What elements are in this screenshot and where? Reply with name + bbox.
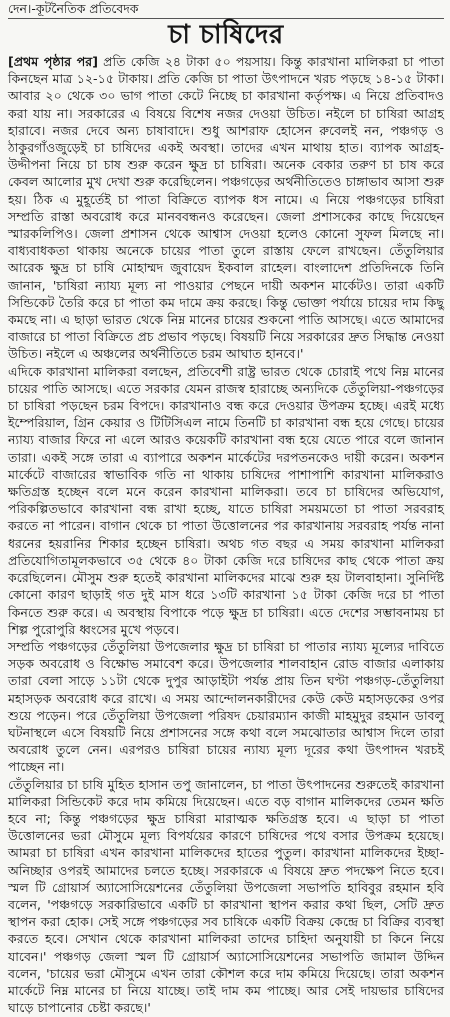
continuation-label: [প্রথম পৃষ্ঠার পর] xyxy=(8,54,98,69)
article-body xyxy=(8,53,444,1016)
divider xyxy=(8,18,444,19)
previous-article-tail: দেন।-কূটনৈতিক প্রতিবেদক xyxy=(8,1,139,16)
headline: চা চাষিদের xyxy=(168,20,284,50)
paragraph xyxy=(8,53,444,363)
paragraph: এদিকে কারখানা মালিকরা বলছেন, প্রতিবেশী রাষ্ট্র ভারত থেকে চোরাই পথে নিম্ন মানের চায়ের পাতি আসছে। এতে সরকার যেমন রাজস্ব হারাচ্ছে অন্যদিকে তেঁতুলিয়া-পঞ্চগড়ের চা চাষিরা পড়ছেন চরম বিপদে। কারখানাও বন্ধ করে দেওয়ার উপক্রম হচ্ছে। এরই মধ্যে ইম্পেরিয়াল, গ্রিন কেয়ার ও টিটিসিএল নামে তিনটি চা কারখানা বন্ধ হয়ে গেছে। চায়ের ন্যায্য বাজার ফিরে না এলে আরও কয়েকটি কারখানা বন্ধ হয়ে যেতে পারে বলে জানান তারা। একই সঙ্গে তারা এ ব্যাপারে অকশন মার্কেটের দরপতনকেও দায়ী করেন। অকশন মার্কেটে বাজারের স্বাভাবিক গতি না থাকায় চাষিদের পাশাপাশি কারখানা মালিকরাও ক্ষতিগ্রস্ত হচ্ছেন বলে মনে করেন কারখানা মালিকরা। তবে চা চাষিদের অভিযোগ, পরিকল্পিতভাবে কারখানা বন্ধ রাখা হচ্ছে, যাতে চাষিরা সময়মতো চা পাতা সরবরাহ করতে না পারেন। বাগান থেকে চা পাতা উত্তোলনের পর কারখানায় সরবরাহ পর্যন্ত নানা ধরনের হয়রানির শিকার হচ্ছেন চাষিরা। অথচ গত বছর এ সময় কারখানা মালিকরা প্রতিযোগিতামূলকভাবে ৩৫ থেকে ৪০ টাকা কেজি দরে চাষিদের কাছ থেকে পাতা ক্রয় করেছিলেন। মৌসুম শুরু হতেই কারখানা মালিকদের মাঝে শুরু হয় টালবাহানা। সুনির্দিষ্ট কোনো কারণ ছাড়াই গত দুই মাস ধরে ১৩টি কারখানা ১৫ টাকা কেজি দরে চা পাতা কিনতে শুরু করে। এ অবস্থায় বিপাকে পড়ে ক্ষুদ্র চা চাষিরা। এতে দেশের সম্ভাবনাময় চা শিল্প পুরোপুরি ধ্বংসের মুখে পড়বে। xyxy=(8,363,444,637)
paragraph-text: প্রতি কেজি ২৪ টাকা ৫০ পয়সায়। কিন্তু কারখানা মালিকরা চা পাতা কিনছেন মাত্র ১২-১৫ টাকায়। প্রতি কেজি চা পাতা উৎপাদনে খরচ পড়ছে ১৪-১৫ টাকা। আবার ২০ থেকে ৩০ ভাগ পাতা কেটে নিচ্ছে চা কারখানা কর্তৃপক্ষ। এ নিয়ে প্রতিবাদও করা যায় না। সরকারের এ বিষয়ে বিশেষ নজর দেওয়া উচিত। নইলে চা চাষিরা আগ্রহ হারাবে। নজর দেবে অন্য চাষাবাদে। শুধু আশরাফ হোসেন রুবেলই নন, পঞ্চগড় ও ঠাকুরগাঁওজুড়েই চা চাষিদের একই অবস্থা। তাদের এখন মাথায় হাত। ব্যাপক আগ্রহ-উদ্দীপনা নিয়ে চা চাষ শুরু করেন ক্ষুদ্র চা চাষিরা। অনেক বেকার তরুণ চা চাষ করে কেবল আলোর মুখ দেখা শুরু করেছিলেন। পঞ্চগড়ের অর্থনীতিতেও চাঙ্গাভাব আসা শুরু হয়। ঠিক এ মুহূর্তেই চা পাতা বিক্রিতে ব্যাপক ধস নামে। এ নিয়ে পঞ্চগড়ের চাষিরা সম্প্রতি রাস্তা অবরোধ করে মানববন্ধনও করেছেন। জেলা প্রশাসকের কাছে দিয়েছেন স্মারকলিপিও। জেলা প্রশাসন থেকে আশ্বাস দেওয়া হলেও কোনো সুফল মিলছে না। বাধ্যবাধকতা থাকায় অনেকে চায়ের পাতা তুলে রাস্তায় ফেলে রাখছেন। তেঁতুলিয়ার আরেক ক্ষুদ্র চা চাষি মোহাম্মদ জুবায়েদ ইকবাল রাহেল। বাংলাদেশ প্রতিদিনকে তিনি জানান, 'চাষিরা ন্যায্য মূল্য না পাওয়ার পেছনে দায়ী অকশন মার্কেটও। তারা একটি সিন্ডিকেট তৈরি করে চা পাতা কম দামে ক্রয় করছে। কিন্তু ভোক্তা পর্যায়ে চায়ের দাম কিছু কমছে না। এ ছাড়া ভারত থেকে নিম্ন মানের চায়ের শুকনো পাতি আসছে। এতে আমাদের বাজারে চা পাতা বিক্রিতে প্রচ প্রভাব পড়ছে। বিষয়টি নিয়ে সরকারের দ্রুত সিদ্ধান্ত নেওয়া উচিত। নইলে এ অঞ্চলের অর্থনীতিতে চরম আঘাত হানবে।' xyxy=(8,54,444,362)
paragraph: সম্প্রতি পঞ্চগড়ের তেঁতুলিয়া উপজেলার ক্ষুদ্র চা চাষিরা চা পাতার ন্যায্য মূল্যের দাবিতে সড়ক অবরোধ ও বিক্ষোভ সমাবেশ করে। উপজেলার শালবাহান রোড বাজার এলাকায় তারা বেলা সাড়ে ১১টা থেকে দুপুর আড়াইটা পর্যন্ত প্রায় তিন ঘণ্টা পঞ্চগড়-তেঁতুলিয়া মহাসড়ক অবরোধ করে রাখে। এ সময় আন্দোলনকারীদের কেউ কেউ মহাসড়কের ওপর শুয়ে পড়েন। পরে তেঁতুলিয়া উপজেলা পরিষদ চেয়ারম্যান কাজী মাহমুদুর রহমান ডাবলু ঘটনাস্থলে এসে বিষয়টি নিয়ে প্রশাসনের সঙ্গে কথা বলে সমঝোতার আশ্বাস দিলে তারা অবরোধ তুলে নেন। এরপরও চাষিরা চায়ের ন্যায্য মূল্য দূরের কথা উৎপাদন খরচই পাচ্ছেন না। xyxy=(8,638,444,775)
paragraph: তেঁতুলিয়ার চা চাষি মুহিত হাসান তপু জানালেন, চা পাতা উৎপাদনের শুরুতেই কারখানা মালিকরা সিন্ডিকেট করে দাম কমিয়ে দিয়েছেন। এতে বড় বাগান মালিকদের তেমন ক্ষতি হবে না; কিন্তু পঞ্চগড়ের ক্ষুদ্র চাষিরা মারাত্মক ক্ষতিগ্রস্ত হবে। এ ছাড়া চা পাতা উত্তোলনের ভরা মৌসুমে মূল্য বিপর্যয়ের কারণে চাষিদের পথে বসার উপক্রম হয়েছে। আমরা চা চাষিরা এখন কারখানা মালিকদের হাতের পুতুল। কারখানা মালিকদের ইচ্ছা-অনিচ্ছার ওপরই আমাদের চলতে হচ্ছে। সরকারকে এ বিষয়ে দ্রুত পদক্ষেপ নিতে হবে। স্মল টি গ্রোয়ার্স অ্যাসোসিয়েশনের তেঁতুলিয়া উপজেলা সভাপতি হাবিবুর রহমান হবি বলেন, 'পঞ্চগড়ে সরকারিভাবে একটি চা কারখানা স্থাপন করার কথা ছিল, সেটি দ্রুত স্থাপন করা হোক। সেই সঙ্গে পঞ্চগড়ের সব চাষিকে একটি বিক্রয় কেন্দ্রে চা বিক্রির ব্যবস্থা করতে হবে। সেখান থেকে কারখানা মালিকরা তাদের চাহিদা অনুযায়ী চা কিনে নিয়ে যাবেন।' পঞ্চগড় জেলা স্মল টি গ্রোয়ার্স অ্যাসোসিয়েশনের সভাপতি জামাল উদ্দিন বলেন, 'চায়ের ভরা মৌসুমে এখন তারা কৌশল করে দাম কমিয়ে দিয়েছে। তারা অকশন মার্কেটে নিম্ন মানের চা নিয়ে যাচ্ছে। তাই দাম কম পাচ্ছে। আর সেই দায়ভার চাষিদের ঘাড়ে চাপানোর চেষ্টা করছে।' xyxy=(8,776,444,1016)
